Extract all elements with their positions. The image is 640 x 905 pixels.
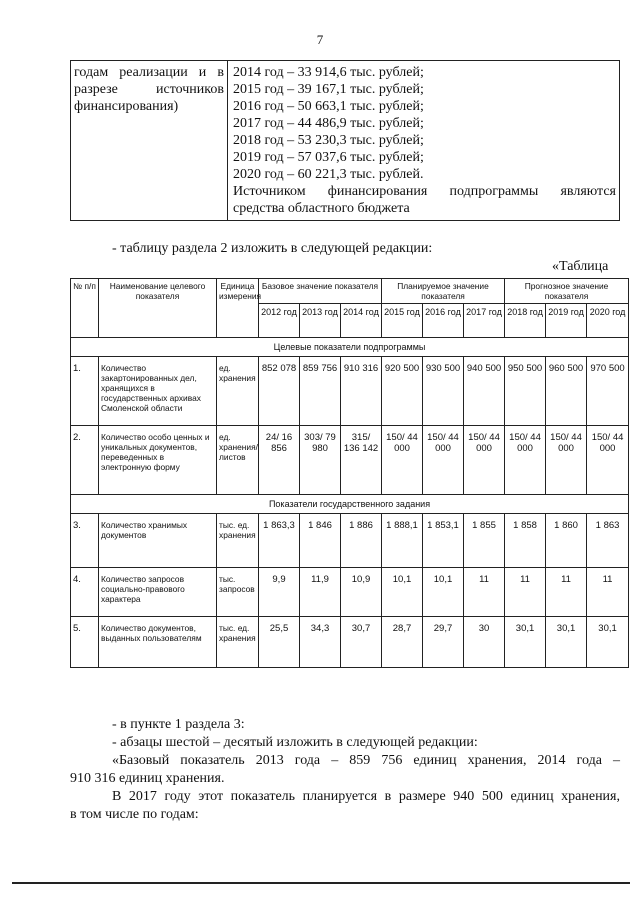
funding-year-line: 2015 год – 39 167,1 тыс. рублей; (233, 82, 424, 97)
funding-table (70, 60, 620, 221)
row-value: 30,1 (505, 617, 546, 668)
row-value: 1 863,3 (259, 514, 300, 568)
table-row (71, 568, 629, 617)
row-value: 29,7 (423, 617, 464, 668)
year-header: 2015 год (382, 304, 423, 338)
row-unit: ед. хранения/ листов (217, 426, 259, 495)
table-caption: «Таблица (552, 259, 609, 274)
header-planned: Планируемое значение показателя (382, 279, 505, 304)
row-value: 950 500 (505, 357, 546, 426)
row-value: 1 855 (464, 514, 505, 568)
row-unit: ед. хранения (217, 357, 259, 426)
row-value: 24/ 16 856 (259, 426, 300, 495)
funding-label: годам реализации и в разрезе источников финансирования) (74, 65, 224, 114)
row-num: 5. (71, 617, 99, 668)
funding-year-line: 2018 год – 53 230,3 тыс. рублей; (233, 133, 424, 148)
row-value: 1 888,1 (382, 514, 423, 568)
row-unit: тыс. запросов (217, 568, 259, 617)
row-name: Количество особо ценных и уникальных документов, переведенных в электронную форму (99, 426, 217, 495)
intro-text: - таблицу раздела 2 изложить в следующей редакции: (112, 241, 433, 256)
row-num: 1. (71, 357, 99, 426)
row-value: 150/ 44 000 (546, 426, 587, 495)
body-paragraph-line: в том числе по годам: (70, 807, 199, 822)
page-bottom-rule (12, 882, 630, 884)
row-value: 970 500 (587, 357, 629, 426)
row-unit: тыс. ед. хранения (217, 514, 259, 568)
instruction-line: - в пункте 1 раздела 3: (112, 717, 245, 732)
row-value: 1 886 (341, 514, 382, 568)
header-num: № п/п (71, 279, 99, 338)
row-value: 960 500 (546, 357, 587, 426)
row-num: 4. (71, 568, 99, 617)
row-value: 1 860 (546, 514, 587, 568)
row-value: 1 858 (505, 514, 546, 568)
row-value: 30,1 (587, 617, 629, 668)
row-value: 30,1 (546, 617, 587, 668)
year-header: 2017 год (464, 304, 505, 338)
row-value: 10,9 (341, 568, 382, 617)
row-num: 2. (71, 426, 99, 495)
body-paragraph-line: 910 316 единиц хранения. (70, 771, 225, 786)
header-unit: Единица измерения (217, 279, 259, 338)
row-value: 150/ 44 000 (505, 426, 546, 495)
row-value: 930 500 (423, 357, 464, 426)
year-header: 2019 год (546, 304, 587, 338)
row-value: 920 500 (382, 357, 423, 426)
row-value: 150/ 44 000 (587, 426, 629, 495)
indicators-table (70, 278, 629, 668)
row-value: 315/ 136 142 (341, 426, 382, 495)
row-value: 30 (464, 617, 505, 668)
row-value: 1 853,1 (423, 514, 464, 568)
funding-year-line: 2014 год – 33 914,6 тыс. рублей; (233, 65, 424, 80)
instruction-line: - абзацы шестой – десятый изложить в следующей редакции: (112, 735, 478, 750)
row-name: Количество хранимых документов (99, 514, 217, 568)
row-value: 1 846 (300, 514, 341, 568)
table-row (71, 357, 629, 426)
row-value: 940 500 (464, 357, 505, 426)
row-value: 1 863 (587, 514, 629, 568)
row-num: 3. (71, 514, 99, 568)
body-paragraph-line: В 2017 году этот показатель планируется в размере 940 500 единиц хранения, (112, 789, 620, 804)
table-row (71, 514, 629, 568)
row-value: 11 (546, 568, 587, 617)
row-value: 859 756 (300, 357, 341, 426)
row-value: 11,9 (300, 568, 341, 617)
funding-values-cell (228, 61, 620, 221)
funding-year-line: 2017 год – 44 486,9 тыс. рублей; (233, 116, 424, 131)
table-row (71, 426, 629, 495)
year-header: 2016 год (423, 304, 464, 338)
body-paragraph-line: «Базовый показатель 2013 года – 859 756 единиц хранения, 2014 года – (112, 753, 620, 768)
year-header: 2013 год (300, 304, 341, 338)
row-value: 30,7 (341, 617, 382, 668)
year-header: 2012 год (259, 304, 300, 338)
section-header: Целевые показатели подпрограммы (71, 338, 629, 357)
funding-source-line: Источником финансирования подпрограммы являются (233, 184, 616, 199)
row-value: 25,5 (259, 617, 300, 668)
row-value: 11 (505, 568, 546, 617)
header-base: Базовое значение показателя (259, 279, 382, 304)
row-value: 11 (587, 568, 629, 617)
row-value: 150/ 44 000 (423, 426, 464, 495)
row-value: 150/ 44 000 (464, 426, 505, 495)
funding-source-line: средства областного бюджета (233, 201, 410, 216)
row-value: 910 316 (341, 357, 382, 426)
row-name: Количество закартонированных дел, хранящихся в государственных архивах Смоленской области (99, 357, 217, 426)
table-row (71, 617, 629, 668)
funding-year-line: 2019 год – 57 037,6 тыс. рублей; (233, 150, 424, 165)
funding-label-cell (71, 61, 228, 221)
row-value: 10,1 (382, 568, 423, 617)
section-header: Показатели государственного задания (71, 495, 629, 514)
row-name: Количество запросов социально-правового характера (99, 568, 217, 617)
year-header: 2018 год (505, 304, 546, 338)
row-unit: тыс. ед. хранения (217, 617, 259, 668)
header-name: Наименование целевого показателя (99, 279, 217, 338)
row-value: 303/ 79 980 (300, 426, 341, 495)
year-header: 2020 год (587, 304, 629, 338)
row-name: Количество документов, выданных пользователям (99, 617, 217, 668)
row-value: 9,9 (259, 568, 300, 617)
row-value: 34,3 (300, 617, 341, 668)
row-value: 150/ 44 000 (382, 426, 423, 495)
row-value: 11 (464, 568, 505, 617)
header-forecast: Прогнозное значение показателя (505, 279, 629, 304)
row-value: 28,7 (382, 617, 423, 668)
row-value: 852 078 (259, 357, 300, 426)
year-header: 2014 год (341, 304, 382, 338)
row-value: 10,1 (423, 568, 464, 617)
page-number: 7 (316, 32, 324, 47)
funding-year-line: 2016 год – 50 663,1 тыс. рублей; (233, 99, 424, 114)
funding-year-line: 2020 год – 60 221,3 тыс. рублей. (233, 167, 424, 182)
